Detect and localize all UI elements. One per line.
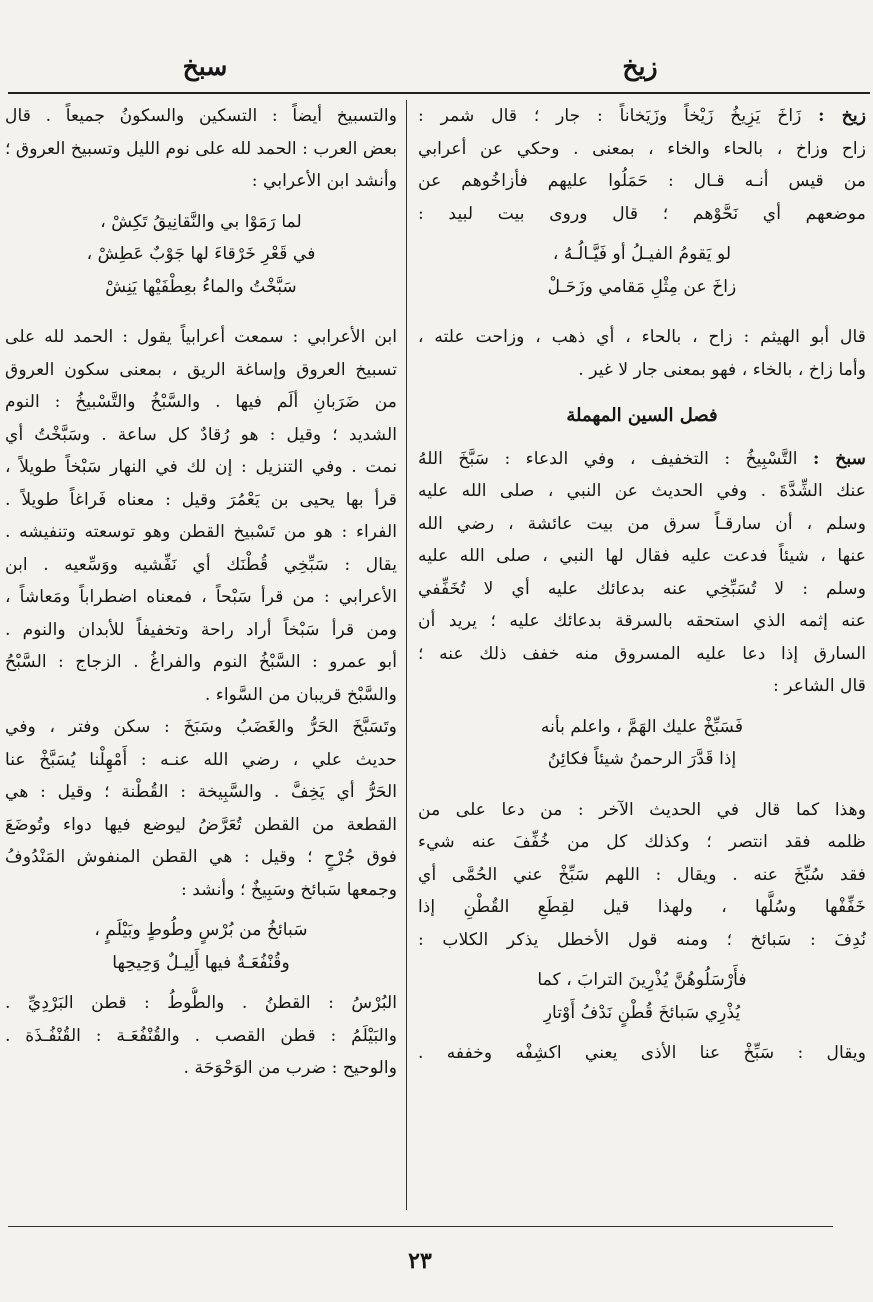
text-line: وتَسَبَّخَ الحَرُّ والغَضَبُ وسَبَخَ : سكن وفتر ، وفي — [5, 717, 397, 737]
page-number: ٢٣ — [408, 1248, 432, 1274]
text-line: من ضَرَبانِ ألَم فيها . والسَّبْخُ والتَّسْبيخُ : النوم — [5, 392, 397, 412]
text-line: الشديد ؛ وقيل : هو رُقادٌ كل ساعة . وسَبَّخْتُ أي — [5, 424, 397, 445]
text-line: وهذا كما قال في الحديث الآخر : من دعا على من — [418, 799, 866, 820]
verse-line: فأَرْسَلُوهُنَّ يُذْرِينَ الترابَ ، كما — [537, 970, 747, 990]
entry-headword: سبخ : — [813, 448, 866, 469]
verse-line: زاخَ عن مِثْلِ مَقامي وزَحَـلْ — [547, 276, 737, 297]
text-line: نُدِفَ : سَبائخ ؛ ومنه قول الأخطل يذكر الكلاب : — [418, 929, 866, 950]
verse-line: وقُنْفُعَـةٌ فيها أَلِيـلٌ وَحِيحِها — [112, 952, 290, 973]
text-line: وسلم ، أن سارقـاً سرق من بيت عائشة ، رضي الله — [418, 513, 866, 534]
verse-line: في قَعْرِ خَرْقاءَ لها جَوْبٌ عَطِشْ ، — [86, 244, 316, 264]
verse-block — [418, 238, 866, 303]
text-line: قال أبو الهيثم : زاح ، بالحاء ، أي ذهب ، وزاحت علته ، — [418, 327, 866, 347]
text-line: فقد سُبِّخَ عنه . ويقال : اللهم سَبِّخْ عني الحُمَّى أي — [418, 864, 866, 885]
running-header-left: سبخ — [182, 52, 228, 81]
text-line: نمت . وفي التنزيل : إن لك في النهار سَبْخاً طويلاً ، — [5, 457, 397, 477]
text-line: عنك الشِّدَّةَ . وفي الحديث عن النبي ، صلى الله عليه — [418, 481, 866, 501]
text-line: القطعة من القطن تُعَرَّضُ ليوضع فيها دواء وتُوضَعَ — [5, 814, 397, 835]
text-line: الأعرابي : من قرأ سَبْحاً ، فمعناه اضطراباً ومَعاشاً ، — [5, 587, 397, 607]
text-line: ومن قرأ سَبْخاً أراد راحة وتخفيفاً للأبدان والنوم . — [5, 619, 397, 640]
text-line: الفراء : هو من تَسْبيخ القطن وهو توسعته وتنفيشه . — [5, 522, 397, 542]
verse-block — [5, 206, 397, 304]
text-line: وأما زاخ ، بالخاء ، فهو بمعنى جار لا غير . — [578, 359, 866, 380]
column-divider — [406, 100, 407, 1210]
verse-line: يُذْرِي سَبائخَ قُطْنٍ نَدْفُ أَوْتارِ — [543, 1002, 741, 1023]
text-line: وسلم : لا تُسَبِّخِي عنه بدعائك عليه أي لا تُخَفِّفي — [418, 578, 866, 599]
text-line: من قيس أنـه قـال : حَمَلُوا عليهم فأزاخُوهم عن — [418, 171, 866, 191]
text-line: موضعهم أي نَحَّوْهم ؛ قال وروى بيت لبيد : — [418, 203, 866, 224]
verse-line: لو يَقومُ الفيـلُ أو فَيَّـالُـهُ ، — [552, 244, 732, 264]
text-line: زيخ : زَاخَ يَزِيخُ زَيْخاً وزَيَخاناً : جار ؛ قال شمر : — [418, 106, 866, 126]
verse-line: إذا قَدَّرَ الرحمنُ شيئاً فكائِنُ — [547, 749, 737, 769]
text-line: سبخ : التَّسْبِيخُ : التخفيف ، وفي الدعاء : سَبَّخَ اللهُ — [418, 448, 866, 469]
text-line: والبَيْلَمُ : قطن القصب . والقُنْفُعَـة : القُنْفُـذَة . — [5, 1025, 397, 1046]
top-rule — [8, 92, 870, 94]
text-line: بعض العرب : الحمد لله على نوم الليل وتسبيخ العروق ؛ — [5, 138, 397, 159]
verse-line: لما رَمَوْا بي والنَّقانِيقُ تَكِشْ ، — [100, 211, 302, 232]
verse-line: سَبائخُ من بُرْسٍ وطُوطٍ وبَيْلَمٍ ، — [94, 920, 308, 940]
verse-block — [5, 914, 397, 979]
text-line: ابن الأعرابي : سمعت أعرابياً يقول : الحمد لله على — [5, 327, 397, 347]
text-line: السارق إذا دعا عليه المسروق منه خفف ذلك عنه ؛ — [418, 643, 866, 664]
verse-block — [418, 964, 866, 1029]
text-line: خَفِّفْها وسُلَّها ، ولهذا قيل لقِطَعِ القُطْنِ إذا — [418, 897, 866, 917]
text-line: عنه إثمه الذي استحقه بالسرقة بدعائك عليه ؛ يريد أن — [418, 611, 866, 631]
section-title: فصل السين المهملة — [566, 405, 718, 426]
text-line: والسَّبْخ قريبان من السَّواء . — [204, 684, 397, 705]
running-header-right: زيخ — [622, 52, 658, 81]
verse-line: فَسَبِّخْ عليك الهَمَّ ، واعلم بأنه — [540, 716, 744, 737]
text-line: وجمعها سَبائخ وسَبِيخٌ ؛ وأنشد : — [181, 879, 397, 900]
text-line: يقال : سَبِّخِي قُطْنَك أي نَفِّشيه ووَسِّعيه . ابن — [5, 554, 397, 575]
text-line: البُرْسُ : القطنُ . والطُّوطُ : قطن البَرْدِيِّ . — [5, 993, 397, 1013]
text-line: قال الشاعر : — [773, 676, 866, 696]
right-column — [418, 100, 866, 1070]
text-line: زاح وزاخ ، بالحاء والخاء ، بمعنى . وحكي عن أعرابي — [418, 138, 866, 159]
text-line: عنها ، شيئاً فدعت عليه فقال لها النبي ، صلى الله عليه — [418, 546, 866, 566]
bottom-rule — [8, 1226, 833, 1227]
entry-headword: زيخ : — [818, 106, 866, 126]
text-line: وأنشد ابن الأعرابي : — [251, 171, 397, 191]
text-line: ظلمه فقد انتصر ؛ وكذلك كل من خُفِّفَ عنه شيء — [418, 832, 866, 852]
text-line: قرأ بها يحيى بن يَعْمُرَ وقيل : معناه فَراغاً طويلاً . — [5, 489, 397, 510]
text-line: والوحيح : ضرب من الوَحْوَحَة . — [183, 1058, 397, 1078]
text-line: الحَرُّ أي يَخِفَّ . والسَّبِيخة : القُطْنة ؛ وقيل : هي — [5, 782, 397, 802]
text-line: تسبيخ العروق وإساغة الريق ، بمعنى سكون العروق — [5, 359, 397, 380]
text-line: فوق جُرْحٍ ؛ وقيل : هي القطن المنفوش المَنْدُوفُ — [5, 847, 397, 867]
verse-line: سَبَّخْتُ والماءُ بعِطْفَيْها يَنِشْ — [105, 276, 297, 297]
left-column — [5, 100, 397, 1085]
text-line: حديث علي ، رضي الله عنـه : أَمْهِلْنا يُسَبَّخْ عنا — [5, 749, 397, 770]
verse-block — [418, 711, 866, 776]
text-line: أبو عمرو : السَّبْخُ النوم والفراغُ . الزجاج : السَّبْحُ — [5, 652, 397, 672]
text-line: والتسبيخ أيضاً : التسكين والسكونُ جميعاً . قال — [5, 106, 397, 126]
text-line: ويقال : سَبِّخْ عنا الأذى يعني اكشِفْه وخففه . — [418, 1043, 866, 1063]
